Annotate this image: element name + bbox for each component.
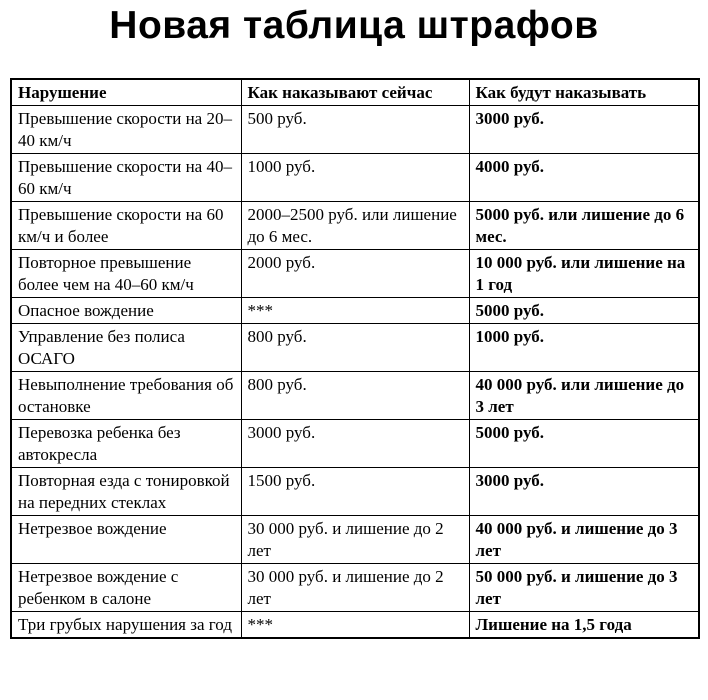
future-penalty-cell: 40 000 руб. или лишение до 3 лет [469,371,699,419]
violation-cell: Превышение скорости на 20–40 км/ч [11,105,241,153]
table-row [11,563,699,611]
future-penalty-cell: 50 000 руб. и лишение до 3 лет [469,563,699,611]
table-body [11,105,699,638]
future-penalty-cell: 5000 руб. [469,419,699,467]
future-penalty-cell: 3000 руб. [469,467,699,515]
col-header-current-penalty: Как наказывают сейчас [241,79,469,106]
violation-cell: Нетрезвое вождение [11,515,241,563]
violation-cell: Три грубых нарушения за год [11,611,241,638]
violation-cell: Опасное вождение [11,297,241,323]
current-penalty-cell: 1000 руб. [241,153,469,201]
current-penalty-cell: 800 руб. [241,323,469,371]
violation-cell: Невыполнение требования об остановке [11,371,241,419]
current-penalty-cell: 30 000 руб. и лишение до 2 лет [241,515,469,563]
current-penalty-cell: 500 руб. [241,105,469,153]
future-penalty-cell: 40 000 руб. и лишение до 3 лет [469,515,699,563]
violation-cell: Превышение скорости на 40–60 км/ч [11,153,241,201]
future-penalty-cell: 4000 руб. [469,153,699,201]
table-row [11,153,699,201]
future-penalty-cell: 10 000 руб. или лишение на 1 год [469,249,699,297]
table-row [11,515,699,563]
current-penalty-cell: *** [241,297,469,323]
violation-cell: Повторная езда с тонировкой на передних стеклах [11,467,241,515]
current-penalty-cell: 2000–2500 руб. или лишение до 6 мес. [241,201,469,249]
table-row [11,201,699,249]
current-penalty-cell: 30 000 руб. и лишение до 2 лет [241,563,469,611]
future-penalty-cell: 3000 руб. [469,105,699,153]
current-penalty-cell: 2000 руб. [241,249,469,297]
current-penalty-cell: 3000 руб. [241,419,469,467]
table-header-row [11,79,699,106]
violation-cell: Управление без полиса ОСАГО [11,323,241,371]
current-penalty-cell: 800 руб. [241,371,469,419]
current-penalty-cell: *** [241,611,469,638]
table-row [11,105,699,153]
table-row [11,297,699,323]
future-penalty-cell: 5000 руб. или лишение до 6 мес. [469,201,699,249]
future-penalty-cell: Лишение на 1,5 года [469,611,699,638]
table-row [11,419,699,467]
table-row [11,611,699,638]
table-row [11,323,699,371]
fines-table [10,78,700,639]
current-penalty-cell: 1500 руб. [241,467,469,515]
violation-cell: Нетрезвое вождение с ребенком в салоне [11,563,241,611]
table-row [11,249,699,297]
violation-cell: Повторное превышение более чем на 40–60 км/ч [11,249,241,297]
violation-cell: Превышение скорости на 60 км/ч и более [11,201,241,249]
future-penalty-cell: 1000 руб. [469,323,699,371]
table-row [11,371,699,419]
col-header-violation: Нарушение [11,79,241,106]
table-row [11,467,699,515]
future-penalty-cell: 5000 руб. [469,297,699,323]
page-title: Новая таблица штрафов [109,4,599,47]
col-header-future-penalty: Как будут наказывать [469,79,699,106]
violation-cell: Перевозка ребенка без автокресла [11,419,241,467]
